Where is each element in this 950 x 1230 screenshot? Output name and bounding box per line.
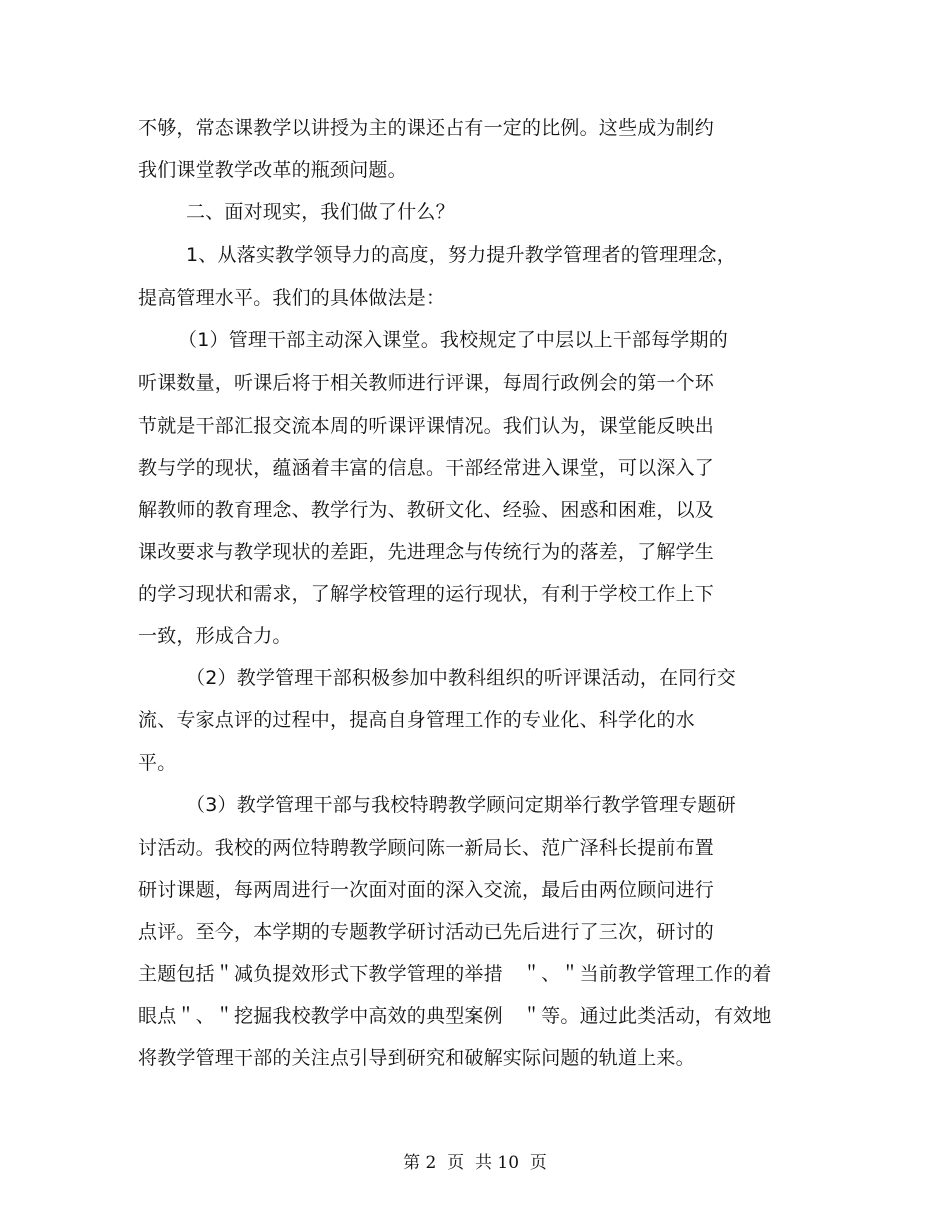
text-line: （3）教学管理干部与我校特聘教学顾问定期举行教学管理专题研: [186, 794, 736, 816]
text-line: 点评。至今，本学期的专题教学研讨活动已先后进行了三次，研讨的: [138, 921, 715, 943]
text-line: 研讨课题，每两周进行一次面对面的深入交流，最后由两位顾问进行: [138, 879, 715, 901]
text-line: 教与学的现状，蕴涵着丰富的信息。干部经常进入课堂，可以深入了: [138, 457, 715, 479]
text-line: 一致，形成合力。: [138, 625, 292, 647]
text-line: 将教学管理干部的关注点引导到研究和破解实际问题的轨道上来。: [138, 1047, 695, 1069]
text-line: 流、专家点评的过程中，提高自身管理工作的专业化、科学化的水: [138, 709, 695, 731]
text-line: 的学习现状和需求，了解学校管理的运行现状，有利于学校工作上下: [138, 583, 715, 605]
page-number-footer: 第 2 页 共 10 页: [403, 1153, 547, 1173]
text-line: 听课数量，听课后将于相关教师进行评课，每周行政例会的第一个环: [138, 372, 715, 394]
text-line: 不够，常态课教学以讲授为主的课还占有一定的比例。这些成为制约: [138, 117, 715, 139]
text-line: 讨活动。我校的两位特聘教学顾问陈一新局长、范广泽科长提前布置: [138, 837, 715, 859]
text-line: 我们课堂教学改革的瓶颈问题。: [138, 159, 407, 181]
text-line: 课改要求与教学现状的差距，先进理念与传统行为的落差，了解学生: [138, 541, 715, 563]
text-line: 提高管理水平。我们的具体做法是：: [138, 287, 446, 309]
text-line: 眼点＂、＂挖掘我校教学中高效的典型案例 ＂等。通过此类活动，有效地: [138, 1005, 772, 1027]
text-line: 1、从落实教学领导力的高度，努力提升教学管理者的管理理念，: [186, 244, 736, 266]
text-line: （1）管理干部主动深入课堂。我校规定了中层以上干部每学期的: [178, 329, 728, 351]
text-line: 解教师的教育理念、教学行为、教研文化、经验、困惑和困难，以及: [138, 499, 715, 521]
text-line: 平。: [138, 752, 177, 774]
text-line: 主题包括＂减负提效形式下教学管理的举措 ＂、＂当前教学管理工作的着: [138, 963, 772, 985]
text-line: 节就是干部汇报交流本周的听课评课情况。我们认为，课堂能反映出: [138, 415, 715, 437]
text-line: （2）教学管理干部积极参加中教科组织的听评课活动，在同行交: [186, 667, 736, 689]
section-heading: 二、面对现实，我们做了什么？: [186, 201, 455, 223]
